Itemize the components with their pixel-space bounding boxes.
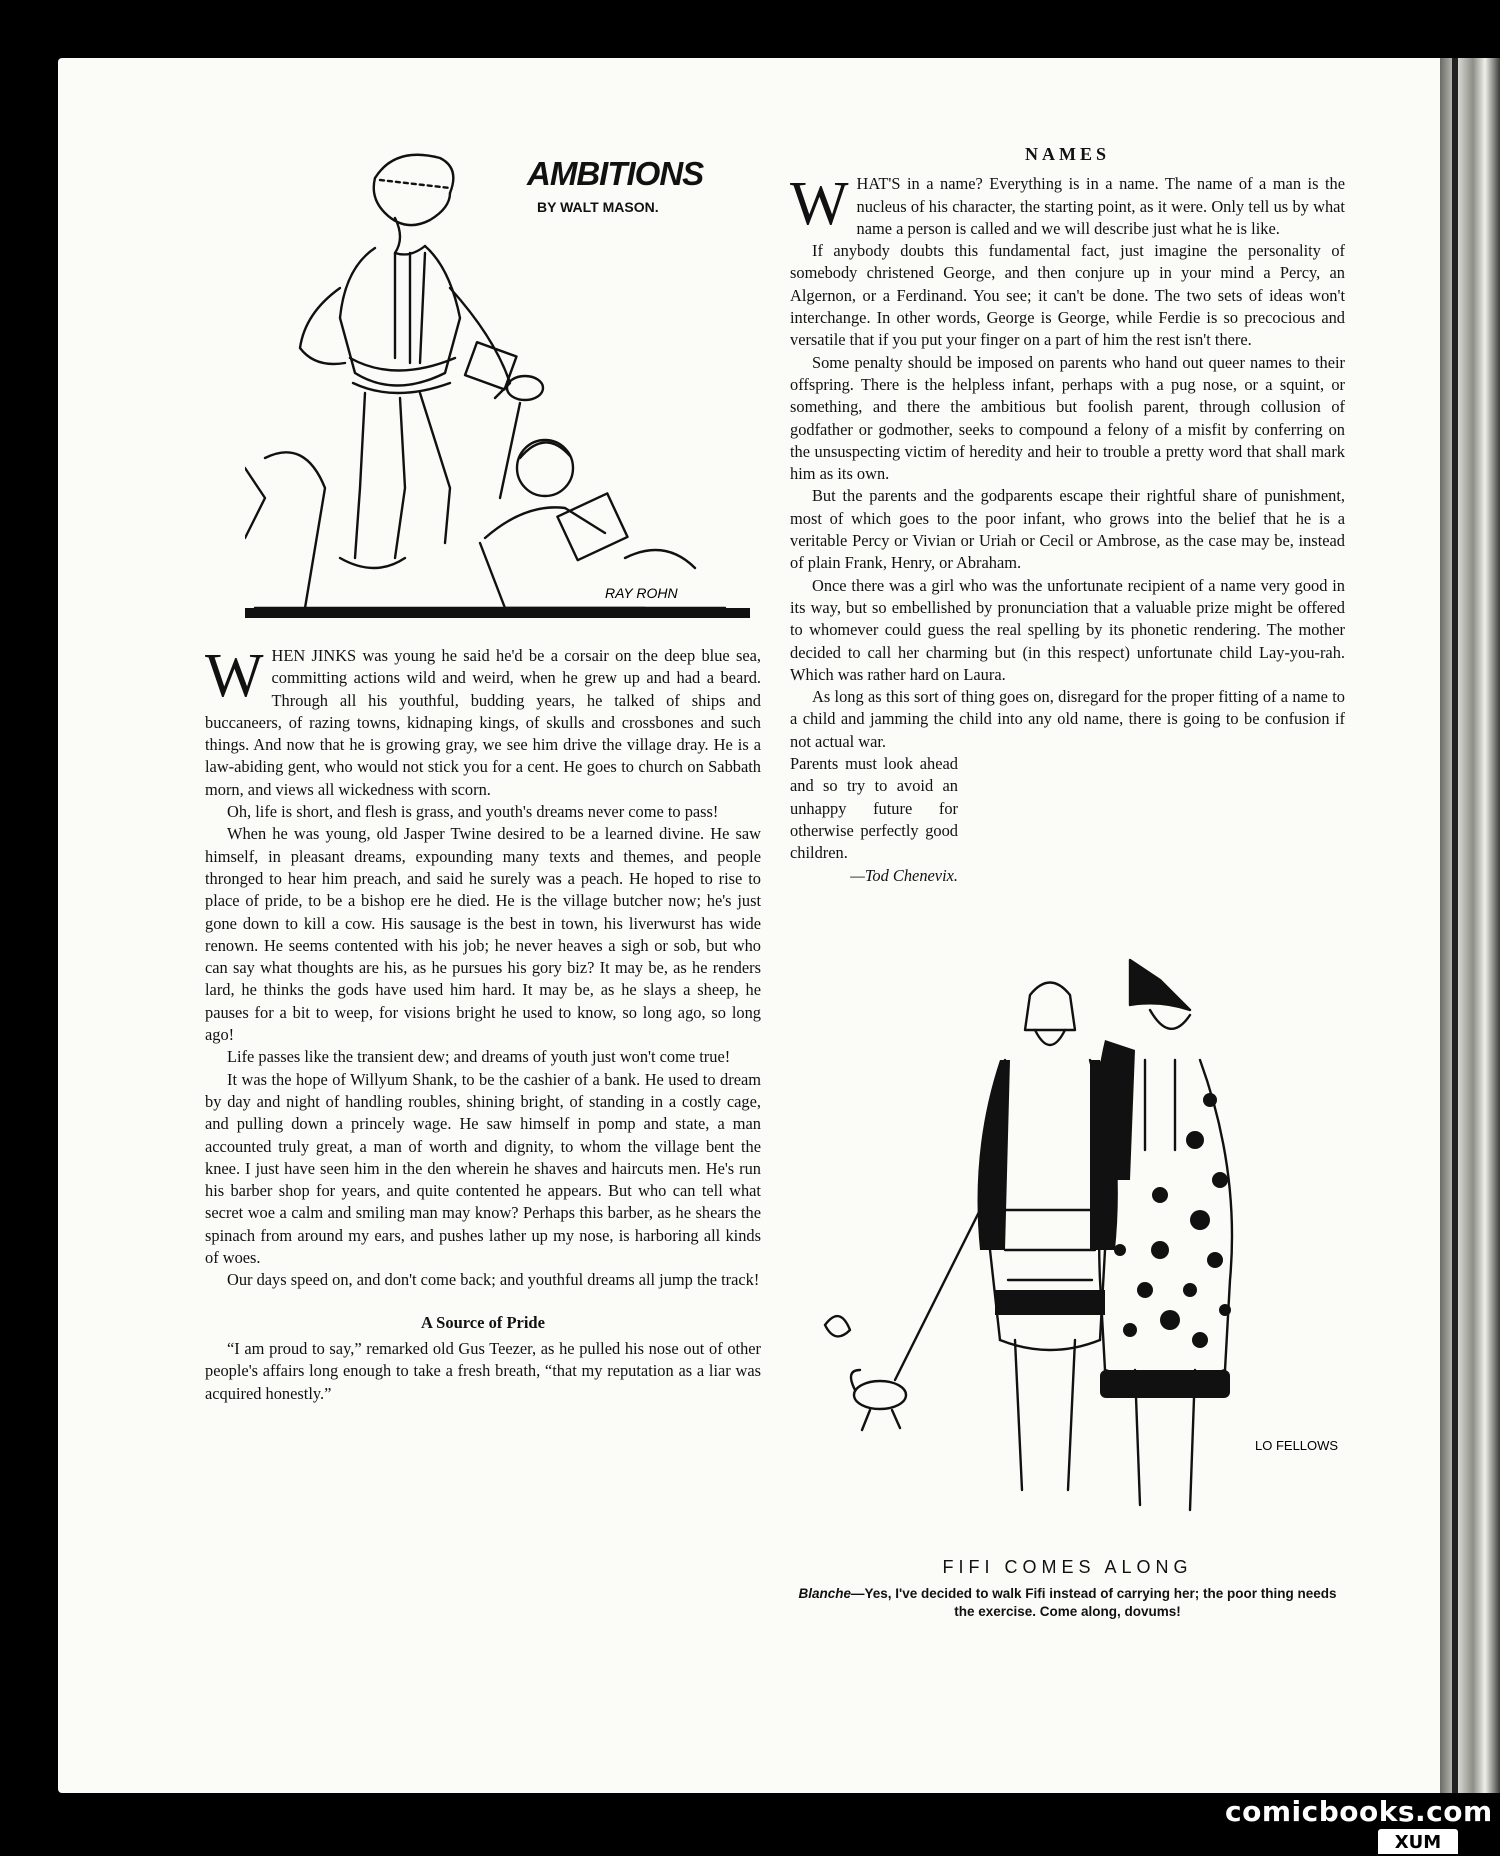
fifi-speaker: Blanche [798, 1586, 851, 1601]
ambitions-paragraph-4: Life passes like the transient dew; and dreams of youth just won't come true! [227, 1047, 731, 1067]
names-article [790, 143, 1345, 887]
paragraph-text: HAT'S in a name? Everything is in a name. The name of a man is the nucleus of his character, the starting point, as it were. Only tell us by what name a person is called and we will describe just what he is like. [856, 174, 1345, 238]
names-closing [790, 753, 958, 887]
pride-text: “I am proud to say,” remarked old Gus Teezer, as he pulled his nose out of other people's affairs long enough to take a fresh breath, “that my reputation as a liar was acquired honestly.” [205, 1338, 761, 1403]
ambitions-paragraph-6: Our days speed on, and don't come back; and youthful dreams all jump the track! [227, 1270, 760, 1290]
names-signature: —Tod Chenevix. [850, 865, 958, 885]
fifi-caption-title: FIFI COMES ALONG [942, 1557, 1193, 1577]
ambitions-article [205, 642, 761, 1405]
fifi-line: —Yes, I've decided to walk Fifi instead of carrying her; the poor thing needs the exercise. Come along, dovums! [850, 1586, 1337, 1619]
ambitions-paragraph-5: It was the hope of Willyum Shank, to be the cashier of a bank. He used to dream by day and night of handling roubles, shining bright, of standing in a costly cage, and pulling down a princely wage. He saw himself in pomp and state, a man accounted truly great, a man of worth and dignity, to whom the village bent the knee. I just have seen him in the den wherein he shaves and haircuts men. He's run his barber shop for years, and quite contented he appears. But who can tell what secret woe a calm and smiling man may know? Perhaps this barber, as he shears the spinach from around my ears, and pushes lather up my nose, is harboring all kinds of woes. [205, 1069, 761, 1268]
book-spine [1440, 58, 1500, 1793]
illustration-signature: RAY ROHN [605, 585, 678, 601]
fifi-illustration [800, 950, 1360, 1530]
two-women-drawing [800, 950, 1360, 1530]
fifi-caption [790, 1585, 1345, 1621]
names-paragraph-3: Some penalty should be imposed on parents who hand out queer names to their offspring. There is the helpless infant, perhaps with a pug nose, or a squint, or something, and there the ambitious but foolish parent, through collusion of godfather or godmother, seeks to compound a felony of a misfit by conferring on the unsuspecting victim of heredity and heir to trouble a pretty word that shall mark him as its own. [790, 352, 1345, 484]
names-title: NAMES [1024, 144, 1110, 164]
ambitions-paragraph-1 [205, 642, 761, 801]
names-paragraph-1 [790, 170, 1345, 240]
drop-cap: W [205, 642, 264, 710]
drop-cap: W [790, 170, 849, 239]
site-watermark: comicbooks.com [1225, 1795, 1493, 1828]
scan-badge: XUM [1378, 1829, 1458, 1854]
spine-shadow [1452, 58, 1458, 1793]
names-paragraph-5: Once there was a girl who was the unfortunate recipient of a name very good in its way, but so embellished by pronunciation that a valuable prize might be offered to whomever could guess the real spelling by its phonetic rendering. The mother decided to call her charming but (in this respect) unfortunate child Lay-you-rah. Which was rather hard on Laura. [790, 575, 1345, 684]
ambitions-title: AMBITIONS [527, 155, 704, 192]
names-paragraph-4: But the parents and the godparents escape their rightful share of punishment, most of which goes to the poor infant, who grows into the belief that he is a veritable Percy or Vivian or Uriah or Cecil or Ambrose, as the case may be, instead of plain Frank, Henry, or Abraham. [790, 486, 1345, 573]
paragraph-text: HEN JINKS was young he said he'd be a corsair on the deep blue sea, committing actions wild and weird, when he grew up and had a beard. Through all his youthful, budding years, he talked of ships and buccaneers, of razing towns, kidnaping kings, of skulls and crossbones and such things. And now that he is growing gray, we see him drive the village dray. He is a law-abiding gent, who would not stick you for a cent. He goes to church on Sabbath morn, and views all wickedness with scorn. [205, 646, 761, 799]
ambitions-illustration [245, 138, 750, 633]
names-paragraph-7: Parents must look ahead and so try to avoid an unhappy future for otherwise perfectly good children. [790, 754, 958, 863]
ambitions-paragraph-2: Oh, life is short, and flesh is grass, and youth's dreams never come to pass! [227, 802, 719, 822]
names-paragraph-2: If anybody doubts this fundamental fact, just imagine the personality of somebody christened George, and then conjure up in your mind a Percy, an Algernon, or a Ferdinand. You see; it can't be done. The two sets of ideas won't interchange. In other words, George is George, while Ferdie is so precocious and versatile that if you put your finger on a part of him the rest isn't there. [790, 241, 1345, 350]
pride-title: A Source of Pride [421, 1312, 545, 1332]
ambitions-paragraph-3: When he was young, old Jasper Twine desired to be a learned divine. He saw himself, in pleasant dreams, expounding many texts and themes, and people thronged to hear him preach, and said he surely was a peach. He hoped to rise to place of pride, to be a bishop ere he died. He is the village butcher now; he's just gone down to kill a cow. His sausage is the best in town, his liverwurst has wide renown. He seems contented with his job; he never heaves a sigh or sob, but who can say what thoughts are his, as he pursues his gory biz? It may be, as he renders lard, he thinks the gods have used him hard. It may be, as he slays a sheep, he pauses for a bit to weep, for visions bright he used to know, so long ago, so long ago! [205, 824, 761, 1045]
fashion-artist-signature: LO FELLOWS [1255, 1438, 1339, 1453]
pirate-and-boy-drawing [245, 138, 750, 633]
names-paragraph-6: As long as this sort of thing goes on, disregard for the proper fitting of a name to a child and jamming the child into any old name, there is going to be confusion if not actual war. [790, 687, 1345, 751]
ambitions-byline: BY WALT MASON. [537, 199, 659, 215]
